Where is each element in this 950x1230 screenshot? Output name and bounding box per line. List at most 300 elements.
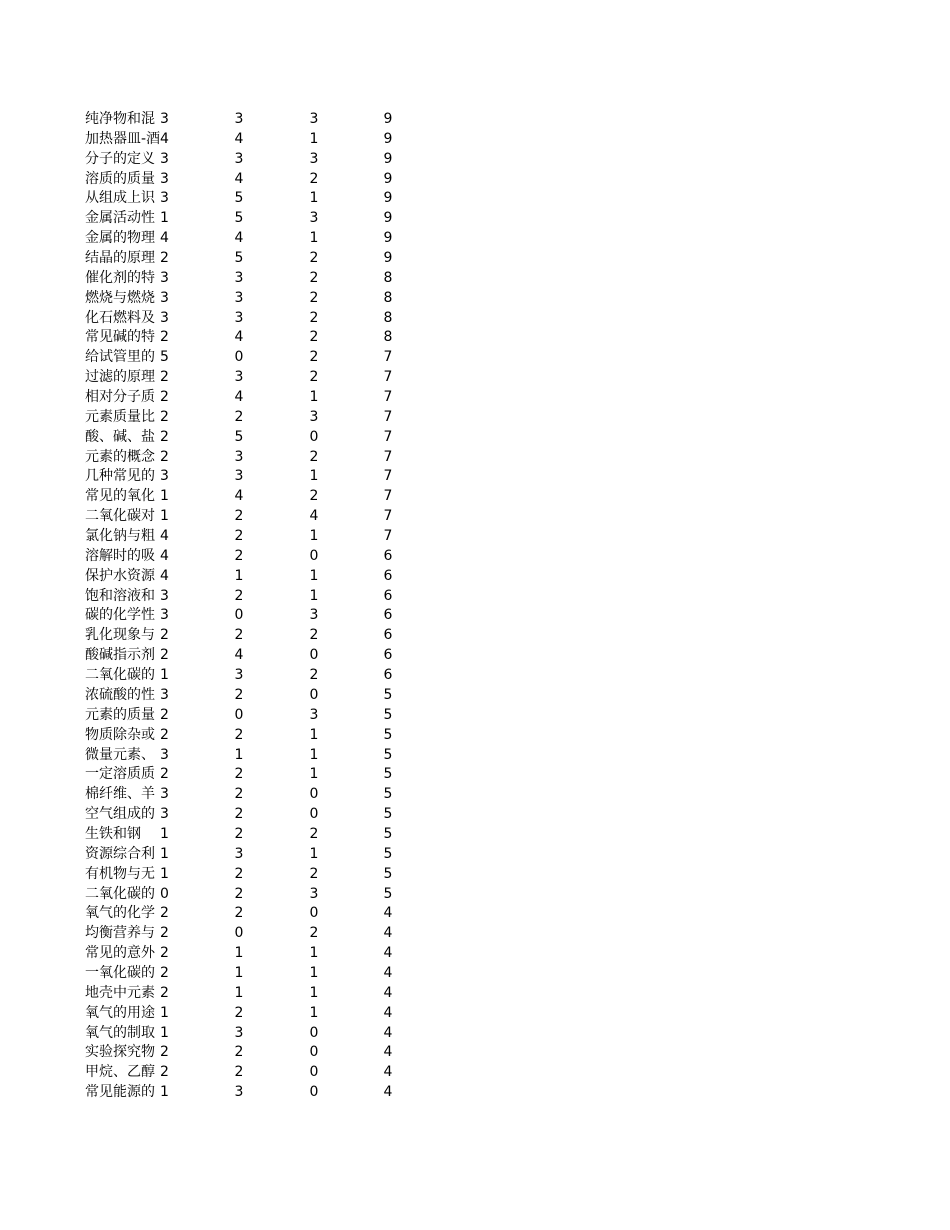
column-a-cell[interactable]: 2 — [160, 984, 169, 1001]
topic-name-cell[interactable]: 饱和溶液和 — [85, 587, 155, 604]
total-cell[interactable]: 4 — [383, 1084, 393, 1101]
topic-name-cell[interactable]: 均衡营养与 — [85, 925, 155, 942]
table-row — [85, 487, 405, 507]
table-row — [85, 110, 405, 130]
column-b-cell[interactable]: 4 — [234, 647, 244, 664]
column-a-cell[interactable]: 1 — [160, 508, 169, 525]
table-row — [85, 746, 405, 766]
topic-name-cell[interactable]: 元素质量比 — [85, 408, 155, 425]
column-b-cell[interactable]: 2 — [234, 587, 244, 604]
column-a-cell[interactable]: 3 — [160, 746, 169, 763]
column-a-cell[interactable]: 4 — [160, 230, 169, 247]
table-row — [85, 626, 405, 646]
total-cell[interactable]: 8 — [383, 329, 393, 346]
column-c-cell[interactable]: 1 — [309, 468, 319, 485]
total-cell[interactable]: 6 — [383, 587, 393, 604]
total-cell[interactable]: 7 — [383, 349, 393, 366]
column-a-cell[interactable]: 1 — [160, 825, 169, 842]
column-a-cell[interactable]: 3 — [160, 607, 169, 624]
topic-name-cell[interactable]: 一定溶质质 — [85, 766, 155, 783]
column-c-cell[interactable]: 1 — [309, 984, 319, 1001]
total-cell[interactable]: 6 — [383, 547, 393, 564]
table-row — [85, 507, 405, 527]
table-row — [85, 785, 405, 805]
total-cell[interactable]: 9 — [383, 190, 393, 207]
total-cell[interactable]: 5 — [383, 845, 393, 862]
total-cell[interactable]: 5 — [383, 706, 393, 723]
column-b-cell[interactable]: 3 — [234, 667, 244, 684]
table-row — [85, 150, 405, 170]
topic-name-cell[interactable]: 纯净物和混 — [85, 111, 155, 127]
column-b-cell[interactable]: 2 — [234, 1044, 244, 1061]
column-b-cell[interactable]: 3 — [234, 1084, 244, 1101]
column-a-cell[interactable]: 2 — [160, 369, 169, 386]
total-cell[interactable]: 9 — [383, 150, 393, 167]
column-b-cell[interactable]: 4 — [234, 488, 244, 505]
column-b-cell[interactable]: 3 — [234, 111, 244, 127]
table-row — [85, 984, 405, 1004]
column-a-cell[interactable]: 2 — [160, 1064, 169, 1081]
column-a-cell[interactable]: 1 — [160, 845, 169, 862]
column-a-cell[interactable]: 1 — [160, 1024, 169, 1041]
table-row — [85, 1004, 405, 1024]
column-b-cell[interactable]: 4 — [234, 230, 244, 247]
total-cell[interactable]: 4 — [383, 945, 393, 962]
column-a-cell[interactable]: 3 — [160, 686, 169, 703]
column-a-cell[interactable]: 2 — [160, 448, 169, 465]
column-a-cell[interactable]: 4 — [160, 547, 169, 564]
column-c-cell[interactable]: 1 — [309, 389, 319, 406]
column-a-cell[interactable]: 2 — [160, 329, 169, 346]
topic-name-cell[interactable]: 乳化现象与 — [85, 627, 155, 644]
total-cell[interactable]: 6 — [383, 667, 393, 684]
table-row — [85, 924, 405, 944]
column-b-cell[interactable]: 5 — [234, 428, 244, 445]
column-b-cell[interactable]: 2 — [234, 508, 244, 525]
column-a-cell[interactable]: 2 — [160, 964, 169, 981]
column-b-cell[interactable]: 4 — [234, 130, 244, 147]
column-b-cell[interactable]: 4 — [234, 329, 244, 346]
table-row — [85, 825, 405, 845]
column-a-cell[interactable]: 2 — [160, 905, 169, 922]
column-b-cell[interactable]: 3 — [234, 309, 244, 326]
topic-name-cell[interactable]: 保护水资源 — [85, 567, 155, 584]
column-c-cell[interactable]: 2 — [309, 865, 319, 882]
total-cell[interactable]: 9 — [383, 250, 393, 267]
table-row — [85, 845, 405, 865]
total-cell[interactable]: 5 — [383, 865, 393, 882]
column-a-cell[interactable]: 3 — [160, 468, 169, 485]
total-cell[interactable]: 9 — [383, 130, 393, 147]
table-row — [85, 467, 405, 487]
table-row — [85, 686, 405, 706]
column-b-cell[interactable]: 0 — [234, 349, 244, 366]
table-row — [85, 269, 405, 289]
column-c-cell[interactable]: 1 — [309, 528, 319, 545]
topic-name-cell[interactable]: 元素的质量 — [85, 706, 155, 723]
column-c-cell[interactable]: 1 — [309, 587, 319, 604]
total-cell[interactable]: 6 — [383, 627, 393, 644]
topic-name-cell[interactable]: 物质除杂或 — [85, 726, 155, 743]
column-c-cell[interactable]: 1 — [309, 746, 319, 763]
column-b-cell[interactable]: 3 — [234, 468, 244, 485]
table-row — [85, 587, 405, 607]
total-cell[interactable]: 9 — [383, 210, 393, 227]
table-row — [85, 289, 405, 309]
column-c-cell[interactable]: 3 — [309, 408, 319, 425]
table-row — [85, 229, 405, 249]
column-b-cell[interactable]: 2 — [234, 865, 244, 882]
column-c-cell[interactable]: 2 — [309, 250, 319, 267]
column-a-cell[interactable]: 1 — [160, 865, 169, 882]
table-row — [85, 209, 405, 229]
topic-name-cell[interactable]: 过滤的原理 — [85, 369, 155, 386]
topic-name-cell[interactable]: 酸、碱、盐 — [85, 428, 155, 445]
topic-name-cell[interactable]: 催化剂的特 — [85, 269, 155, 286]
column-b-cell[interactable]: 3 — [234, 150, 244, 167]
total-cell[interactable]: 5 — [383, 806, 393, 823]
column-c-cell[interactable]: 0 — [309, 806, 319, 823]
column-b-cell[interactable]: 2 — [234, 786, 244, 803]
table-row — [85, 567, 405, 587]
topic-name-cell[interactable]: 甲烷、乙醇 — [85, 1064, 155, 1081]
topic-name-cell[interactable]: 常见能源的 — [85, 1084, 155, 1101]
column-a-cell[interactable]: 2 — [160, 389, 169, 406]
column-a-cell[interactable]: 1 — [160, 667, 169, 684]
table-row — [85, 408, 405, 428]
column-a-cell[interactable]: 1 — [160, 1084, 169, 1101]
total-cell[interactable]: 7 — [383, 528, 393, 545]
total-cell[interactable]: 5 — [383, 786, 393, 803]
total-cell[interactable]: 8 — [383, 309, 393, 326]
total-cell[interactable]: 7 — [383, 488, 393, 505]
column-a-cell[interactable]: 2 — [160, 1044, 169, 1061]
column-b-cell[interactable]: 2 — [234, 885, 244, 902]
topic-name-cell[interactable]: 氧气的用途 — [85, 1004, 155, 1021]
column-b-cell[interactable]: 2 — [234, 1004, 244, 1021]
topic-name-cell[interactable]: 实验探究物 — [85, 1044, 155, 1061]
column-a-cell[interactable]: 3 — [160, 786, 169, 803]
total-cell[interactable]: 4 — [383, 1044, 393, 1061]
column-b-cell[interactable]: 1 — [234, 567, 244, 584]
table-row — [85, 328, 405, 348]
total-cell[interactable]: 4 — [383, 1004, 393, 1021]
topic-name-cell[interactable]: 常见的意外 — [85, 945, 155, 962]
topic-name-cell[interactable]: 金属活动性 — [85, 210, 155, 227]
total-cell[interactable]: 4 — [383, 984, 393, 1001]
total-cell[interactable]: 4 — [383, 1024, 393, 1041]
column-a-cell[interactable]: 0 — [160, 885, 169, 902]
column-c-cell[interactable]: 1 — [309, 964, 319, 981]
column-c-cell[interactable]: 1 — [309, 190, 319, 207]
column-a-cell[interactable]: 3 — [160, 587, 169, 604]
topic-name-cell[interactable]: 生铁和钢 — [85, 825, 141, 842]
topic-name-cell[interactable]: 氯化钠与粗 — [85, 528, 155, 545]
column-c-cell[interactable]: 3 — [309, 111, 319, 127]
column-c-cell[interactable]: 3 — [309, 607, 319, 624]
column-b-cell[interactable]: 0 — [234, 925, 244, 942]
topic-name-cell[interactable]: 常见的氧化 — [85, 488, 155, 505]
column-c-cell[interactable]: 0 — [309, 1064, 319, 1081]
column-b-cell[interactable]: 3 — [234, 1024, 244, 1041]
spreadsheet-grid — [85, 110, 405, 1103]
column-b-cell[interactable]: 2 — [234, 686, 244, 703]
total-cell[interactable]: 8 — [383, 289, 393, 306]
column-c-cell[interactable]: 1 — [309, 1004, 319, 1021]
column-c-cell[interactable]: 2 — [309, 309, 319, 326]
table-row — [85, 1043, 405, 1063]
topic-name-cell[interactable]: 碳的化学性 — [85, 607, 155, 624]
table-row — [85, 865, 405, 885]
table-row — [85, 428, 405, 448]
total-cell[interactable]: 9 — [383, 170, 393, 187]
column-c-cell[interactable]: 0 — [309, 1044, 319, 1061]
topic-name-cell[interactable]: 二氧化碳对 — [85, 508, 155, 525]
column-b-cell[interactable]: 2 — [234, 547, 244, 564]
column-c-cell[interactable]: 3 — [309, 885, 319, 902]
table-row — [85, 368, 405, 388]
topic-name-cell[interactable]: 空气组成的 — [85, 806, 155, 823]
column-b-cell[interactable]: 2 — [234, 825, 244, 842]
column-c-cell[interactable]: 0 — [309, 786, 319, 803]
column-c-cell[interactable]: 2 — [309, 488, 319, 505]
column-b-cell[interactable]: 2 — [234, 408, 244, 425]
topic-name-cell[interactable]: 地壳中元素 — [85, 984, 155, 1001]
column-a-cell[interactable]: 3 — [160, 806, 169, 823]
total-cell[interactable]: 7 — [383, 389, 393, 406]
column-c-cell[interactable]: 1 — [309, 945, 319, 962]
total-cell[interactable]: 7 — [383, 448, 393, 465]
table-row — [85, 1063, 405, 1083]
table-row — [85, 547, 405, 567]
column-a-cell[interactable]: 3 — [160, 289, 169, 306]
column-c-cell[interactable]: 2 — [309, 825, 319, 842]
total-cell[interactable]: 7 — [383, 508, 393, 525]
column-b-cell[interactable]: 1 — [234, 945, 244, 962]
column-a-cell[interactable]: 2 — [160, 627, 169, 644]
column-b-cell[interactable]: 3 — [234, 289, 244, 306]
column-b-cell[interactable]: 2 — [234, 766, 244, 783]
topic-name-cell[interactable]: 棉纤维、羊 — [85, 786, 155, 803]
total-cell[interactable]: 5 — [383, 825, 393, 842]
topic-name-cell[interactable]: 加热器皿-酒 — [85, 130, 160, 147]
table-row — [85, 170, 405, 190]
column-a-cell[interactable]: 3 — [160, 309, 169, 326]
table-row — [85, 805, 405, 825]
total-cell[interactable]: 6 — [383, 647, 393, 664]
column-b-cell[interactable]: 1 — [234, 984, 244, 1001]
topic-name-cell[interactable]: 溶解时的吸 — [85, 547, 155, 564]
total-cell[interactable]: 8 — [383, 269, 393, 286]
column-a-cell[interactable]: 3 — [160, 170, 169, 187]
topic-name-cell[interactable]: 相对分子质 — [85, 389, 155, 406]
table-row — [85, 249, 405, 269]
column-b-cell[interactable]: 2 — [234, 627, 244, 644]
topic-name-cell[interactable]: 燃烧与燃烧 — [85, 289, 155, 306]
table-row — [85, 130, 405, 150]
column-b-cell[interactable]: 2 — [234, 528, 244, 545]
topic-name-cell[interactable]: 元素的概念 — [85, 448, 155, 465]
column-c-cell[interactable]: 3 — [309, 150, 319, 167]
table-row — [85, 348, 405, 368]
column-a-cell[interactable]: 2 — [160, 706, 169, 723]
column-a-cell[interactable]: 3 — [160, 269, 169, 286]
column-a-cell[interactable]: 2 — [160, 250, 169, 267]
total-cell[interactable]: 6 — [383, 607, 393, 624]
total-cell[interactable]: 9 — [383, 230, 393, 247]
table-row — [85, 944, 405, 964]
column-a-cell[interactable]: 2 — [160, 428, 169, 445]
table-row — [85, 885, 405, 905]
column-c-cell[interactable]: 2 — [309, 170, 319, 187]
total-cell[interactable]: 4 — [383, 925, 393, 942]
column-c-cell[interactable]: 0 — [309, 905, 319, 922]
topic-name-cell[interactable]: 化石燃料及 — [85, 309, 155, 326]
table-row — [85, 964, 405, 984]
table-row — [85, 527, 405, 547]
total-cell[interactable]: 7 — [383, 428, 393, 445]
column-a-cell[interactable]: 2 — [160, 408, 169, 425]
total-cell[interactable]: 5 — [383, 766, 393, 783]
column-a-cell[interactable]: 3 — [160, 111, 169, 127]
total-cell[interactable]: 4 — [383, 1064, 393, 1081]
column-c-cell[interactable]: 2 — [309, 627, 319, 644]
column-c-cell[interactable]: 1 — [309, 726, 319, 743]
column-a-cell[interactable]: 1 — [160, 210, 169, 227]
column-a-cell[interactable]: 3 — [160, 150, 169, 167]
column-c-cell[interactable]: 0 — [309, 647, 319, 664]
column-b-cell[interactable]: 4 — [234, 170, 244, 187]
topic-name-cell[interactable]: 酸碱指示剂 — [85, 647, 155, 664]
topic-name-cell[interactable]: 二氧化碳的 — [85, 667, 155, 684]
column-b-cell[interactable]: 0 — [234, 607, 244, 624]
table-row — [85, 448, 405, 468]
column-a-cell[interactable]: 2 — [160, 945, 169, 962]
table-row — [85, 726, 405, 746]
table-row — [85, 1083, 405, 1103]
column-c-cell[interactable]: 2 — [309, 329, 319, 346]
column-a-cell[interactable]: 4 — [160, 130, 169, 147]
column-c-cell[interactable]: 4 — [309, 508, 319, 525]
table-row — [85, 606, 405, 626]
total-cell[interactable]: 4 — [383, 964, 393, 981]
total-cell[interactable]: 9 — [383, 111, 393, 127]
column-c-cell[interactable]: 2 — [309, 925, 319, 942]
topic-name-cell[interactable]: 二氧化碳的 — [85, 885, 155, 902]
topic-name-cell[interactable]: 浓硫酸的性 — [85, 686, 155, 703]
column-c-cell[interactable]: 1 — [309, 766, 319, 783]
column-c-cell[interactable]: 2 — [309, 269, 319, 286]
column-b-cell[interactable]: 1 — [234, 746, 244, 763]
column-b-cell[interactable]: 4 — [234, 389, 244, 406]
column-b-cell[interactable]: 0 — [234, 706, 244, 723]
column-c-cell[interactable]: 2 — [309, 349, 319, 366]
total-cell[interactable]: 5 — [383, 746, 393, 763]
topic-name-cell[interactable]: 给试管里的 — [85, 349, 155, 366]
column-a-cell[interactable]: 3 — [160, 190, 169, 207]
column-c-cell[interactable]: 0 — [309, 686, 319, 703]
topic-name-cell[interactable]: 一氧化碳的 — [85, 964, 155, 981]
column-a-cell[interactable]: 2 — [160, 766, 169, 783]
column-b-cell[interactable]: 5 — [234, 190, 244, 207]
table-row — [85, 765, 405, 785]
column-a-cell[interactable]: 4 — [160, 528, 169, 545]
topic-name-cell[interactable]: 资源综合利 — [85, 845, 155, 862]
table-row — [85, 309, 405, 329]
column-b-cell[interactable]: 3 — [234, 369, 244, 386]
column-c-cell[interactable]: 3 — [309, 210, 319, 227]
column-c-cell[interactable]: 2 — [309, 289, 319, 306]
topic-name-cell[interactable]: 结晶的原理 — [85, 250, 155, 267]
total-cell[interactable]: 4 — [383, 905, 393, 922]
table-row — [85, 666, 405, 686]
column-c-cell[interactable]: 0 — [309, 428, 319, 445]
topic-name-cell[interactable]: 有机物与无 — [85, 865, 155, 882]
topic-name-cell[interactable]: 溶质的质量 — [85, 170, 155, 187]
column-c-cell[interactable]: 0 — [309, 1024, 319, 1041]
column-b-cell[interactable]: 2 — [234, 905, 244, 922]
column-c-cell[interactable]: 2 — [309, 448, 319, 465]
column-b-cell[interactable]: 5 — [234, 250, 244, 267]
topic-name-cell[interactable]: 常见碱的特 — [85, 329, 155, 346]
total-cell[interactable]: 7 — [383, 468, 393, 485]
topic-name-cell[interactable]: 从组成上识 — [85, 190, 155, 207]
column-c-cell[interactable]: 1 — [309, 230, 319, 247]
topic-name-cell[interactable]: 分子的定义 — [85, 150, 155, 167]
column-c-cell[interactable]: 2 — [309, 369, 319, 386]
topic-name-cell[interactable]: 氧气的制取 — [85, 1024, 155, 1041]
total-cell[interactable]: 5 — [383, 885, 393, 902]
table-row — [85, 904, 405, 924]
column-b-cell[interactable]: 3 — [234, 269, 244, 286]
column-a-cell[interactable]: 2 — [160, 925, 169, 942]
column-c-cell[interactable]: 1 — [309, 130, 319, 147]
table-row — [85, 189, 405, 209]
column-a-cell[interactable]: 5 — [160, 349, 169, 366]
table-row — [85, 646, 405, 666]
column-b-cell[interactable]: 3 — [234, 448, 244, 465]
column-c-cell[interactable]: 0 — [309, 1084, 319, 1101]
column-c-cell[interactable]: 1 — [309, 845, 319, 862]
topic-name-cell[interactable]: 氧气的化学 — [85, 905, 155, 922]
topic-name-cell[interactable]: 几种常见的 — [85, 468, 155, 485]
column-a-cell[interactable]: 2 — [160, 726, 169, 743]
column-a-cell[interactable]: 1 — [160, 1004, 169, 1021]
total-cell[interactable]: 5 — [383, 686, 393, 703]
column-a-cell[interactable]: 2 — [160, 647, 169, 664]
column-b-cell[interactable]: 5 — [234, 210, 244, 227]
total-cell[interactable]: 5 — [383, 726, 393, 743]
total-cell[interactable]: 7 — [383, 408, 393, 425]
column-a-cell[interactable]: 1 — [160, 488, 169, 505]
table-row — [85, 706, 405, 726]
topic-name-cell[interactable]: 微量元素、 — [85, 746, 155, 763]
column-b-cell[interactable]: 2 — [234, 1064, 244, 1081]
column-b-cell[interactable]: 1 — [234, 964, 244, 981]
column-b-cell[interactable]: 3 — [234, 845, 244, 862]
column-c-cell[interactable]: 0 — [309, 547, 319, 564]
table-row — [85, 1024, 405, 1044]
column-b-cell[interactable]: 2 — [234, 806, 244, 823]
topic-name-cell[interactable]: 金属的物理 — [85, 230, 155, 247]
total-cell[interactable]: 7 — [383, 369, 393, 386]
column-c-cell[interactable]: 1 — [309, 567, 319, 584]
column-b-cell[interactable]: 2 — [234, 726, 244, 743]
column-a-cell[interactable]: 4 — [160, 567, 169, 584]
column-c-cell[interactable]: 3 — [309, 706, 319, 723]
total-cell[interactable]: 6 — [383, 567, 393, 584]
column-c-cell[interactable]: 2 — [309, 667, 319, 684]
